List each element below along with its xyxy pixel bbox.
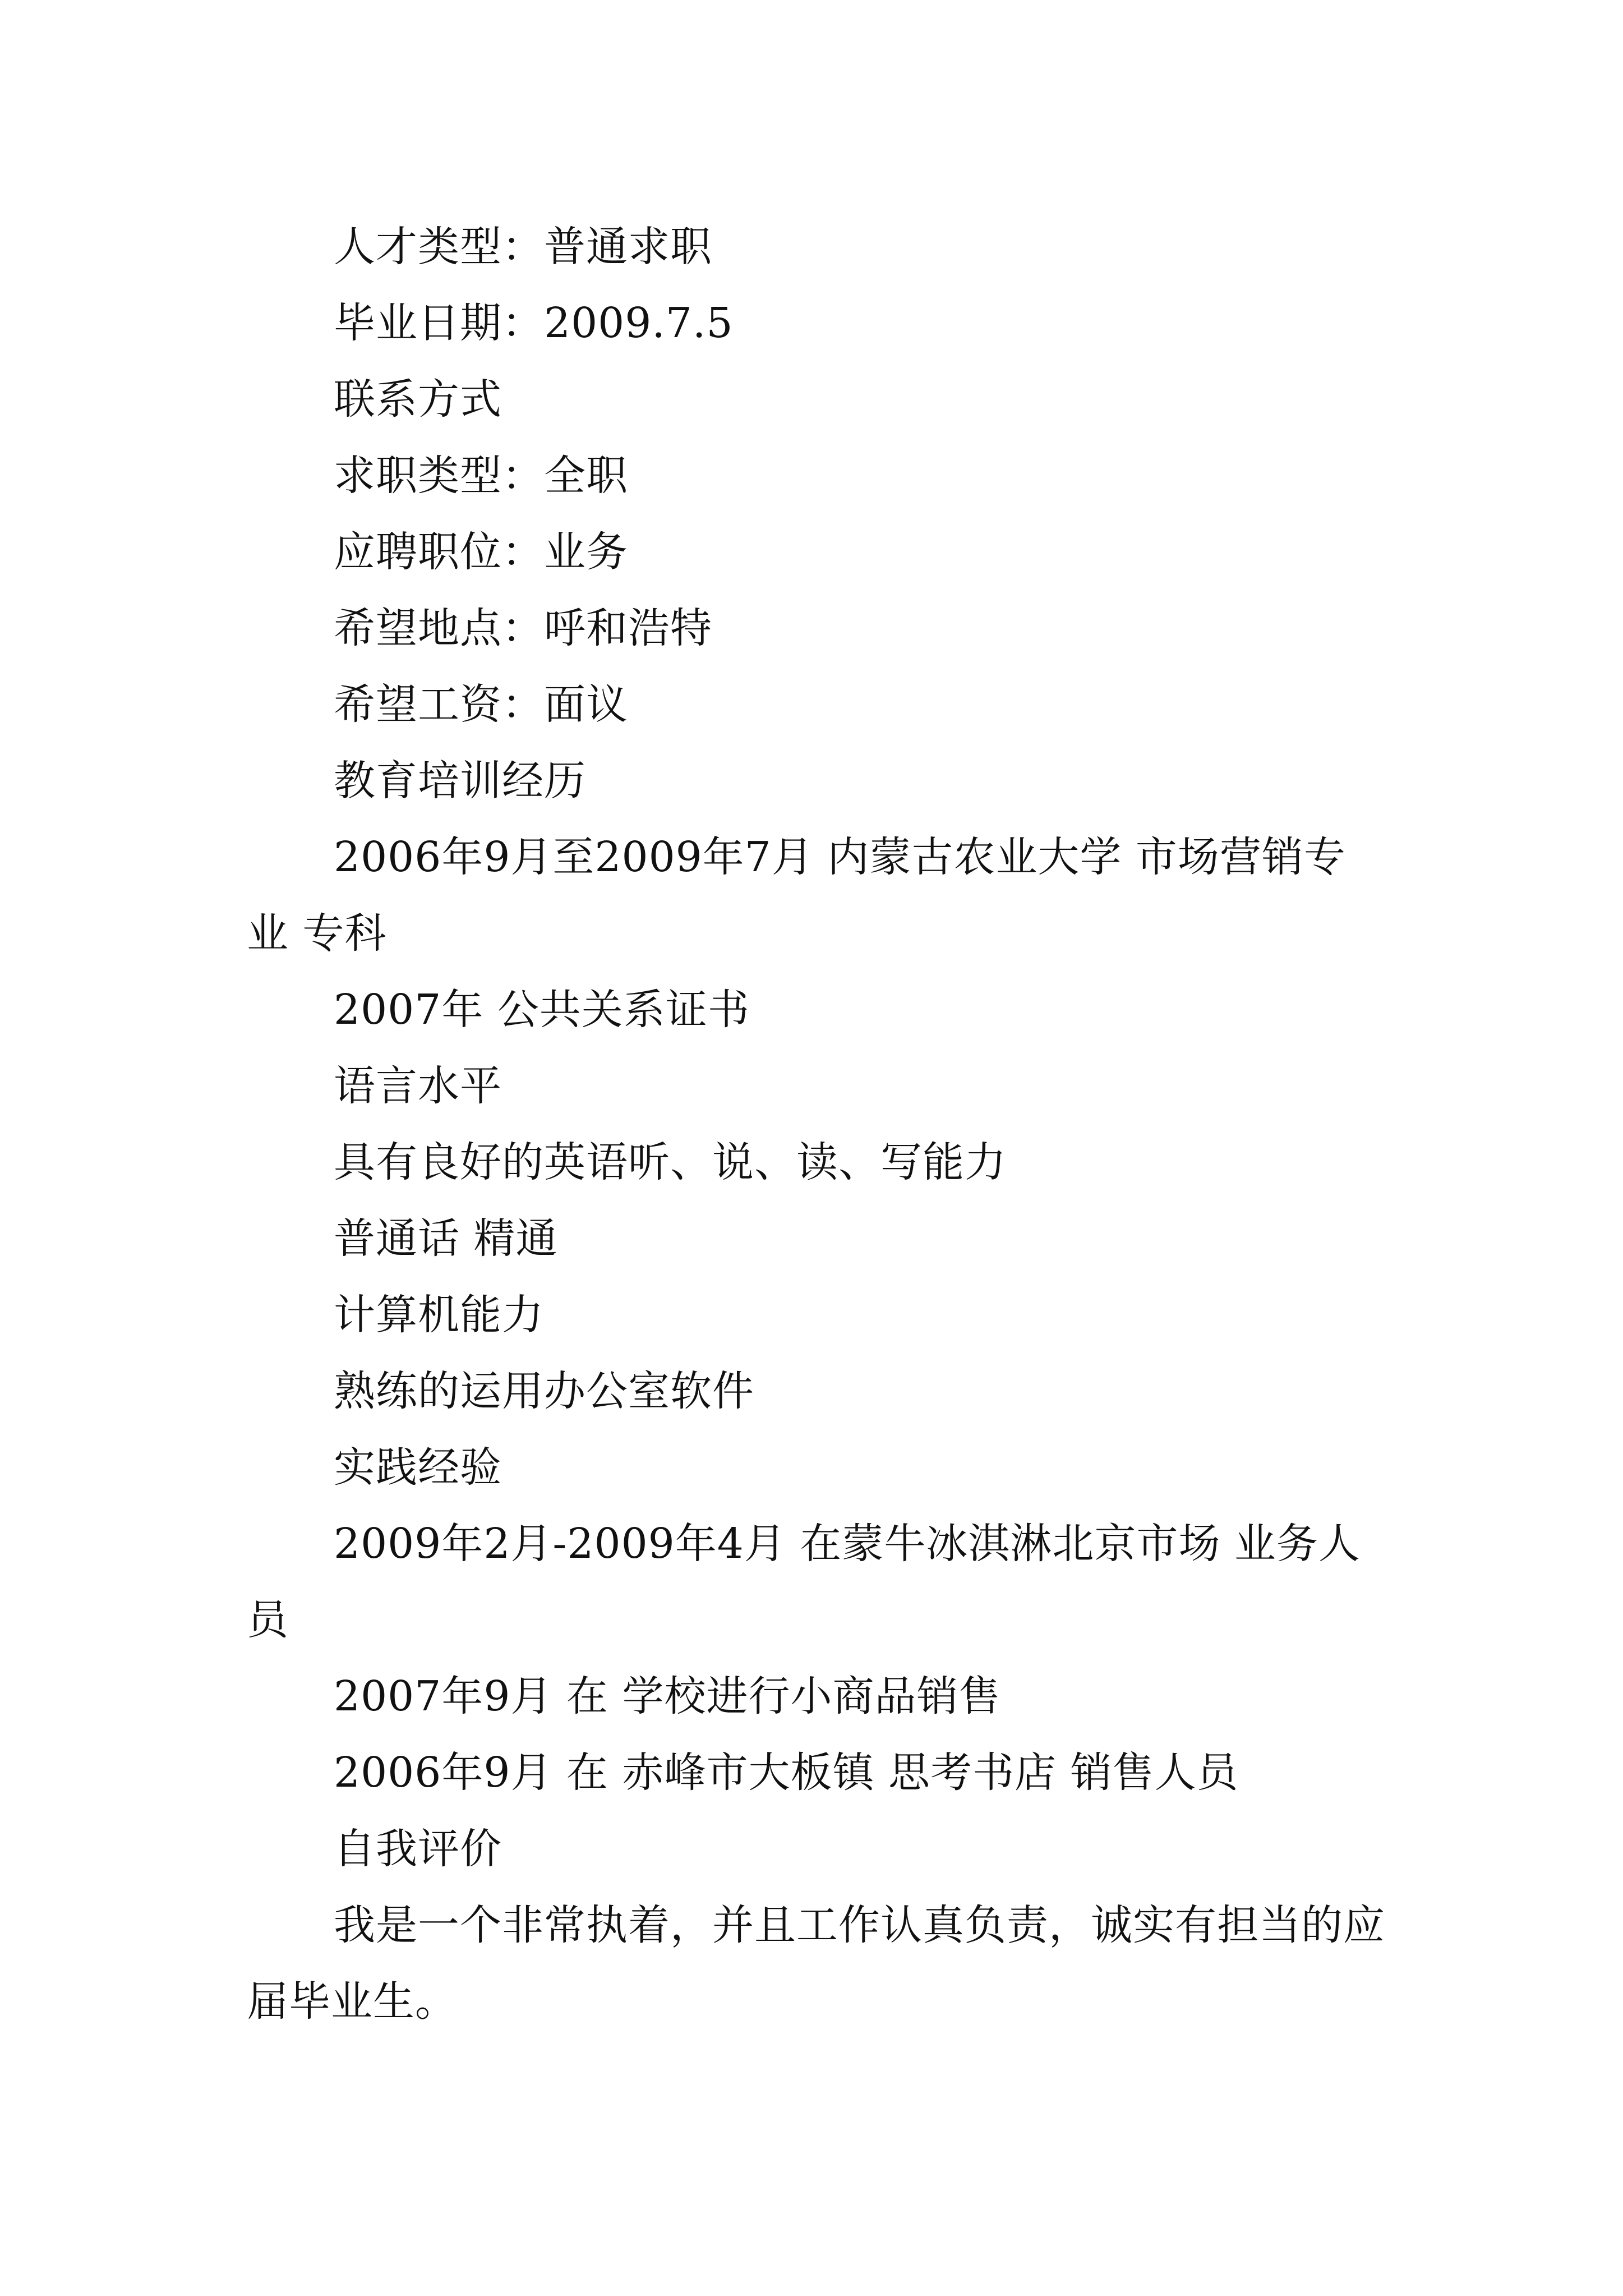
computer-skill-line: 熟练的运用办公室软件	[334, 1367, 754, 1415]
education-heading: 教育培训经历	[334, 757, 586, 805]
computer-heading: 计算机能力	[334, 1291, 544, 1339]
english-ability-line: 具有良好的英语听、说、读、写能力	[334, 1138, 1007, 1186]
education-entry: 2006年9月至2009年7月 内蒙古农业大学 市场营销专业 专科	[247, 833, 1346, 958]
job-type-line: 求职类型：全职	[334, 452, 628, 500]
graduation-date-line: 毕业日期：2009.7.5	[334, 299, 734, 347]
certificate-entry: 2007年 公共关系证书	[334, 986, 750, 1034]
document-body	[247, 209, 1385, 2040]
experience-entry: 2006年9月 在 赤峰市大板镇 思考书店 销售人员	[334, 1749, 1239, 1797]
language-heading: 语言水平	[334, 1062, 502, 1110]
contact-heading: 联系方式	[334, 375, 502, 424]
experience-entry: 2007年9月 在 学校进行小商品销售	[334, 1672, 1001, 1720]
experience-entry: 2009年2月-2009年4月 在蒙牛冰淇淋北京市场 业务人员	[247, 1520, 1361, 1644]
expected-salary-line: 希望工资：面议	[334, 680, 628, 729]
self-evaluation-text: 我是一个非常执着，并且工作认真负责，诚实有担当的应届毕业生。	[247, 1901, 1385, 2026]
mandarin-line: 普通话 精通	[334, 1214, 558, 1263]
self-evaluation-heading: 自我评价	[334, 1825, 502, 1873]
applied-position-line: 应聘职位：业务	[334, 528, 628, 576]
experience-heading: 实践经验	[334, 1443, 502, 1492]
talent-type-line: 人才类型：普通求职	[334, 223, 712, 271]
preferred-location-line: 希望地点：呼和浩特	[334, 604, 712, 652]
